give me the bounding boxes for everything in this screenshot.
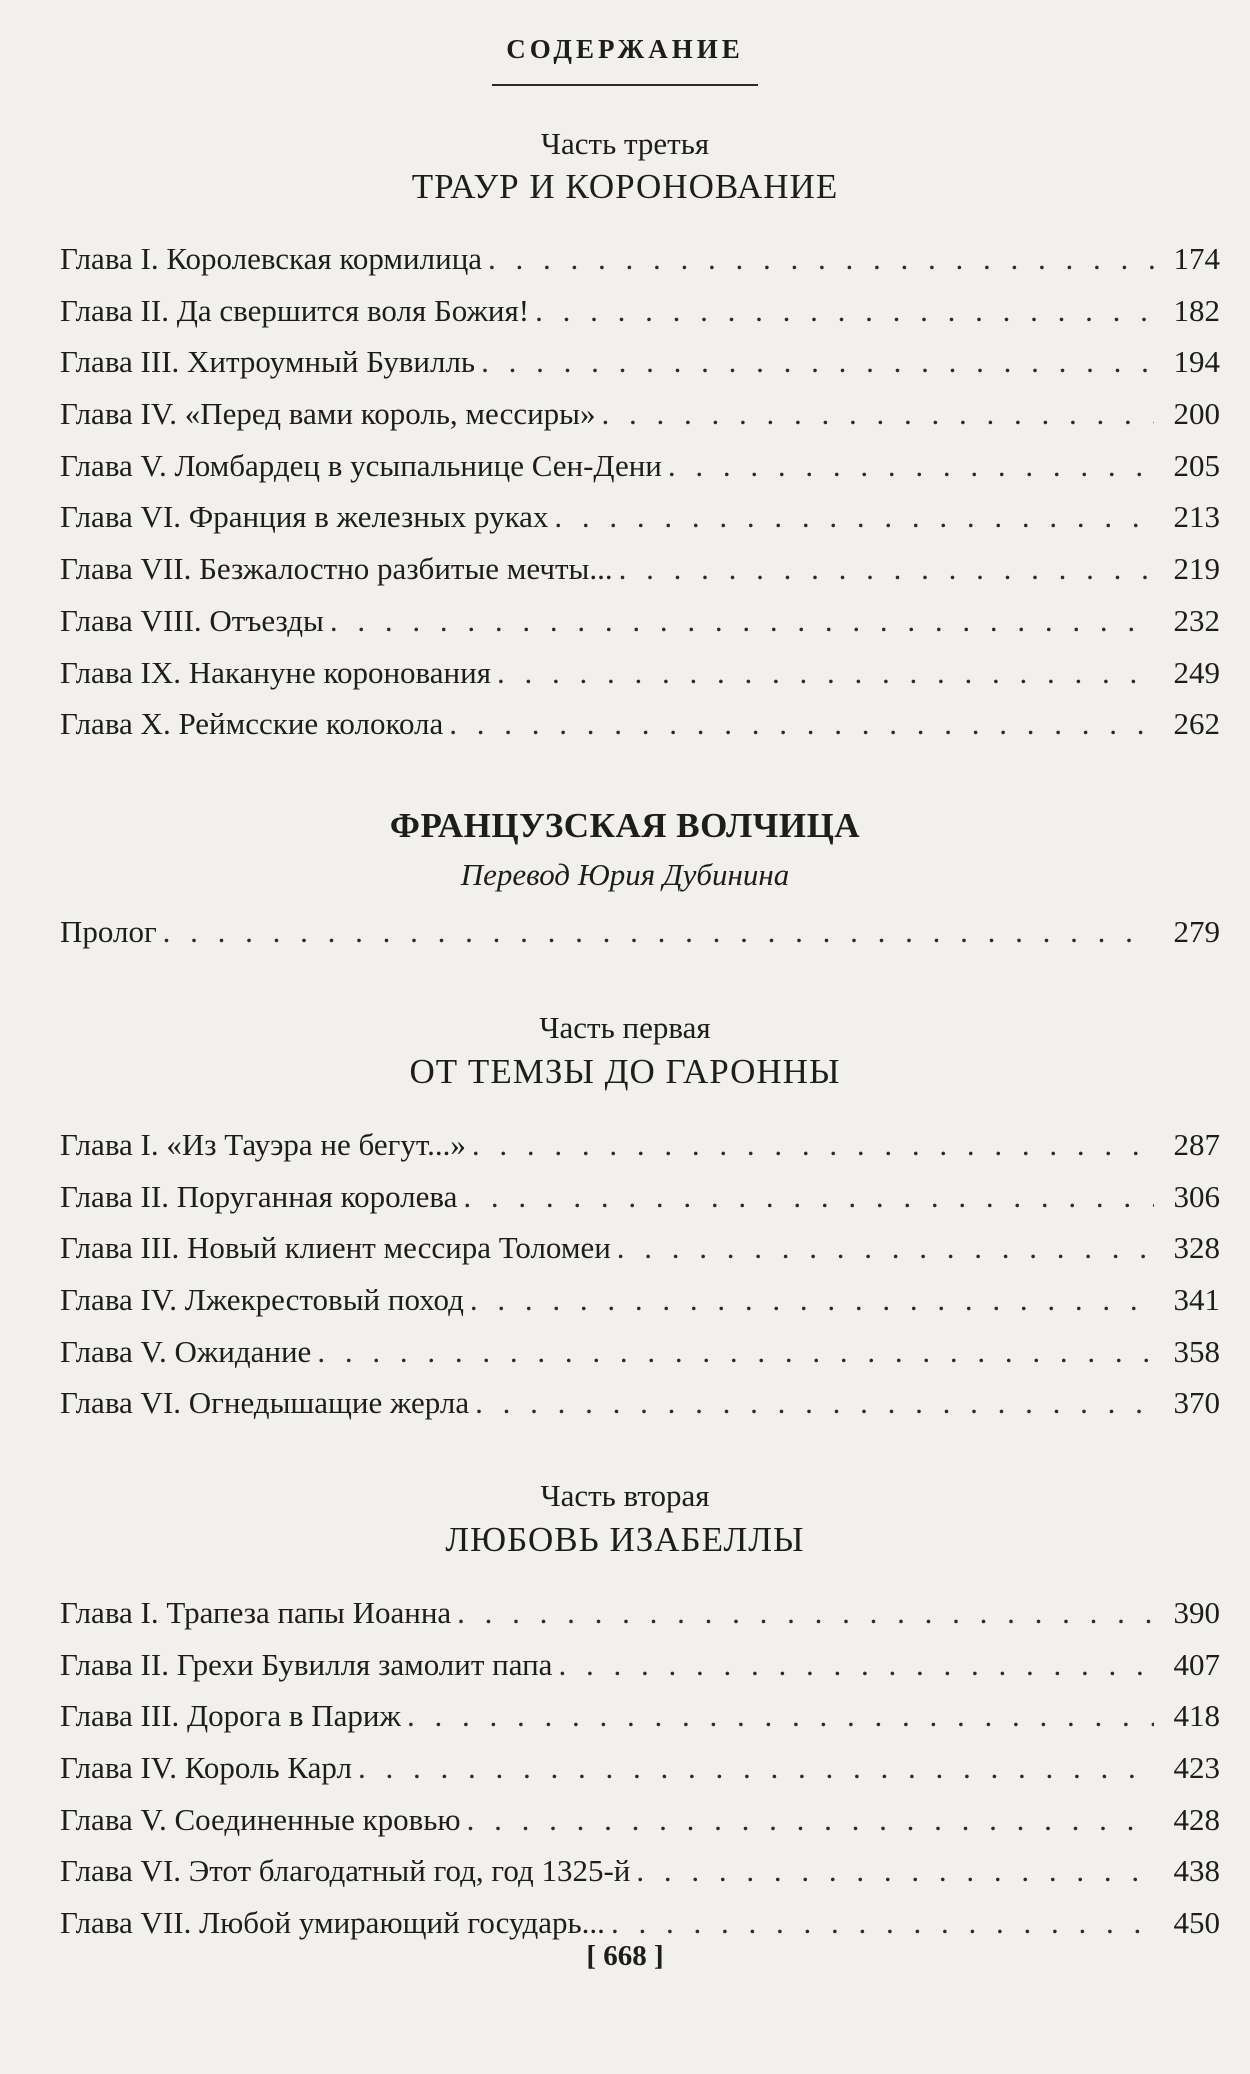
dot-leader (330, 595, 1154, 647)
dot-leader (470, 1274, 1154, 1326)
toc-list-section1 (60, 233, 1220, 750)
toc-entry (60, 336, 1220, 388)
dot-leader (668, 440, 1154, 492)
toc-entry-page: 249 (1173, 654, 1220, 690)
toc-entry-page: 450 (1173, 1905, 1220, 1941)
toc-entry-page: 232 (1173, 602, 1220, 638)
dot-leader (617, 1222, 1154, 1274)
dot-leader (163, 906, 1154, 958)
toc-entry-title: Глава V. Соединенные кровью (60, 1801, 461, 1837)
toc-entry-page: 428 (1173, 1801, 1220, 1837)
toc-entry (60, 647, 1220, 699)
toc-entry (60, 285, 1220, 337)
toc-entry-title: Глава II. Да свершится воля Божия! (60, 292, 530, 328)
toc-entry-title: Глава IX. Накануне коронования (60, 654, 491, 690)
dot-leader (558, 1639, 1154, 1691)
toc-entry (60, 1222, 1220, 1274)
toc-entry-title: Глава II. Грехи Бувилля замолит папа (60, 1646, 553, 1682)
toc-entry (60, 1742, 1220, 1794)
toc-entry (60, 1587, 1220, 1639)
toc-entry-title: Глава IV. Король Карл (60, 1750, 352, 1786)
toc-entry (60, 1690, 1220, 1742)
toc-entry-title: Глава III. Новый клиент мессира Толомеи (60, 1230, 611, 1266)
dot-leader (554, 491, 1154, 543)
dot-leader (497, 647, 1154, 699)
toc-list-prologue (60, 906, 1220, 958)
book-title: ФРАНЦУЗСКАЯ ВОЛЧИЦА (389, 806, 861, 845)
dot-leader (636, 1845, 1154, 1897)
toc-entry-title: Глава VI. Франция в железных руках (60, 499, 549, 535)
toc-list-section2 (60, 1119, 1220, 1429)
toc-entry-page: 306 (1173, 1178, 1220, 1214)
toc-entry-title: Глава III. Хитроумный Бувилль (60, 344, 476, 380)
part-label-third: Часть третья (540, 126, 710, 161)
dot-leader (481, 336, 1154, 388)
dot-leader (358, 1742, 1154, 1794)
toc-entry-title: Глава I. «Из Тауэра не бегут...» (60, 1127, 466, 1162)
dot-leader (467, 1794, 1154, 1846)
toc-entry (60, 491, 1220, 543)
toc-entry-title: Глава IV. «Перед вами король, мессиры» (60, 396, 596, 432)
toc-entry (60, 1326, 1220, 1378)
toc-entry (60, 698, 1220, 750)
dot-leader (488, 233, 1154, 285)
toc-entry-page: 328 (1173, 1230, 1220, 1266)
toc-entry (60, 1377, 1220, 1429)
toc-entry-title: Глава X. Реймсские колокола (60, 706, 444, 742)
toc-entry-title: Глава I. Трапеза папы Иоанна (60, 1595, 452, 1630)
toc-entry (60, 1171, 1220, 1223)
toc-entry-page: 213 (1173, 499, 1220, 535)
toc-entry-page: 438 (1173, 1853, 1220, 1889)
toc-entry-page: 423 (1173, 1750, 1220, 1786)
part-label-second: Часть вторая (540, 1478, 710, 1513)
toc-entry-title: Глава II. Поруганная королева (60, 1178, 458, 1214)
toc-entry (60, 1119, 1220, 1171)
toc-entry-page: 205 (1173, 447, 1220, 483)
toc-entry (60, 1794, 1220, 1846)
dot-leader (449, 698, 1154, 750)
toc-entry (60, 1639, 1220, 1691)
toc-entry (60, 595, 1220, 647)
part-title-isabella: ЛЮБОВЬ ИЗАБЕЛЛЫ (445, 1520, 805, 1559)
toc-entry (60, 1274, 1220, 1326)
toc-entry-title: Глава IV. Лжекрестовый поход (60, 1282, 464, 1318)
part-label-first: Часть первая (539, 1010, 711, 1045)
toc-entry-title: Глава V. Ломбардец в усыпальнице Сен-Дени (60, 447, 662, 483)
toc-entry (60, 388, 1220, 440)
toc-entry-title: Глава VI. Огнедышащие жерла (60, 1385, 470, 1421)
toc-entry-page: 370 (1173, 1385, 1220, 1421)
toc-entry (60, 440, 1220, 492)
toc-entry-prologue (60, 906, 1220, 958)
dot-leader (472, 1119, 1154, 1171)
toc-entry-title: Глава VII. Любой умирающий государь... (60, 1905, 605, 1941)
toc-entry-page: 341 (1173, 1282, 1220, 1318)
toc-entry-page: 279 (1173, 914, 1220, 949)
toc-entry-title: Глава V. Ожидание (60, 1333, 312, 1369)
translator-credit: Перевод Юрия Дубинина (460, 857, 790, 892)
running-head-rule (492, 84, 758, 86)
toc-entry-title: Глава VIII. Отъезды (60, 602, 324, 638)
toc-entry-title: Глава VI. Этот благодатный год, год 1325-й (60, 1853, 631, 1889)
toc-entry-title: Глава III. Дорога в Париж (60, 1698, 401, 1734)
toc-entry-title: Глава I. Королевская кормилица (60, 241, 483, 276)
part-title-mourning: ТРАУР И КОРОНОВАНИЕ (411, 167, 839, 206)
toc-entry-page: 390 (1173, 1595, 1220, 1630)
toc-entry-page: 174 (1173, 241, 1220, 276)
dot-leader (535, 285, 1154, 337)
part-title-thames: ОТ ТЕМЗЫ ДО ГАРОННЫ (409, 1052, 841, 1091)
toc-entry (60, 543, 1220, 595)
dot-leader (457, 1587, 1154, 1639)
toc-entry-page: 200 (1173, 396, 1220, 432)
dot-leader (463, 1171, 1154, 1223)
toc-list-section3 (60, 1587, 1220, 1949)
toc-entry-page: 287 (1173, 1127, 1220, 1162)
toc-entry-page: 358 (1173, 1333, 1220, 1369)
toc-entry (60, 1845, 1220, 1897)
toc-entry-page: 407 (1173, 1646, 1220, 1682)
toc-entry-title: Глава VII. Безжалостно разбитые мечты... (60, 551, 613, 587)
toc-entry-page: 219 (1173, 551, 1220, 587)
dot-leader (602, 388, 1154, 440)
page-number: [ 668 ] (586, 1940, 664, 1972)
toc-entry (60, 233, 1220, 285)
dot-leader (407, 1690, 1154, 1742)
dot-leader (475, 1377, 1154, 1429)
toc-entry-page: 262 (1173, 706, 1220, 742)
toc-entry-title: Пролог (60, 914, 157, 949)
toc-entry-page: 194 (1173, 344, 1220, 380)
toc-entry-page: 182 (1173, 292, 1220, 328)
dot-leader (619, 543, 1154, 595)
toc-entry-page: 418 (1173, 1698, 1220, 1734)
dot-leader (317, 1326, 1154, 1378)
running-head: СОДЕРЖАНИЕ (506, 34, 744, 64)
